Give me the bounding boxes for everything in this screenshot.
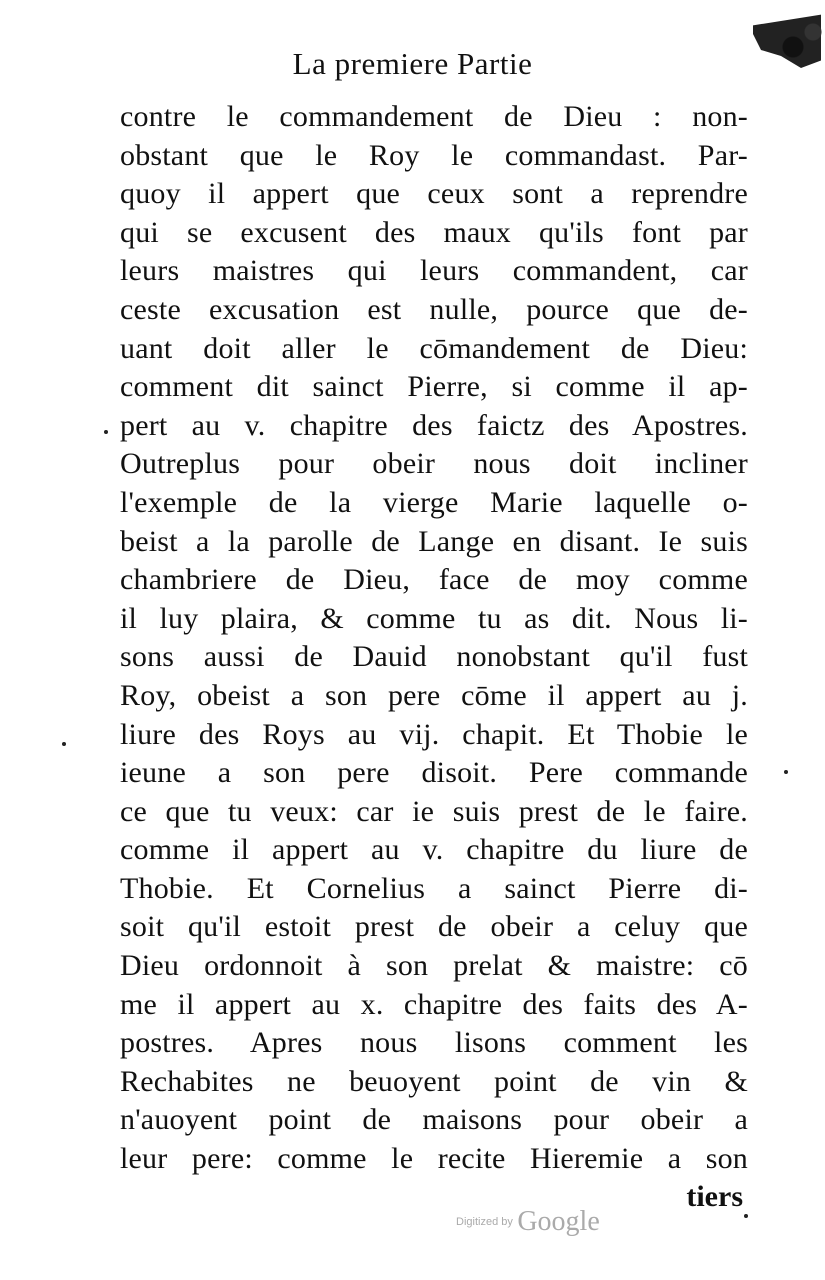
text-line: comme il appert au v. chapitre du liure de (120, 833, 748, 867)
text-line: Outreplus pour obeir nous doit incliner (120, 447, 748, 481)
body-text (120, 98, 748, 1179)
text-line: postres. Apres nous lisons comment les (120, 1026, 748, 1060)
text-line: l'exemple de la vierge Marie laquelle o- (120, 485, 748, 519)
text-line: ieune a son pere disoit. Pere commande (120, 756, 748, 790)
text-line: n'auoyent point de maisons pour obeir a (120, 1103, 748, 1137)
ink-speck (744, 1214, 748, 1218)
text-line: leur pere: comme le recite Hieremie a son (120, 1142, 748, 1176)
text-line: Rechabites ne beuoyent point de vin & (120, 1064, 748, 1098)
text-line: me il appert au x. chapitre des faits des A- (120, 987, 748, 1021)
text-line: liure des Roys au vij. chapit. Et Thobie le (120, 717, 748, 751)
ink-speck (104, 430, 108, 434)
catchword: tiers (686, 1180, 743, 1213)
text-line: ce que tu veux: car ie suis prest de le faire. (120, 794, 748, 828)
text-line: il luy plaira, & comme tu as dit. Nous li- (120, 601, 748, 635)
text-line: chambriere de Dieu, face de moy comme (120, 563, 748, 597)
text-line: leurs maistres qui leurs commandent, car (120, 254, 748, 288)
text-line: pert au v. chapitre des faictz des Apostres. (120, 408, 748, 442)
digitized-watermark (456, 1206, 600, 1238)
ink-speck (784, 770, 788, 774)
watermark-prefix: Digitized by (456, 1216, 513, 1228)
text-line: soit qu'il estoit prest de obeir a celuy que (120, 910, 748, 944)
text-line: qui se excusent des maux qu'ils font par (120, 215, 748, 249)
text-line: Thobie. Et Cornelius a sainct Pierre di- (120, 871, 748, 905)
text-line: obstant que le Roy le commandast. Par- (120, 138, 748, 172)
text-line: contre le commandement de Dieu : non- (120, 100, 748, 133)
text-line: Roy, obeist a son pere cōme il appert au j. (120, 678, 748, 712)
text-line: quoy il appert que ceux sont a reprendre (120, 177, 748, 211)
text-line: beist a la parolle de Lange en disant. Ie suis (120, 524, 748, 558)
text-line: ceste excusation est nulle, pource que de- (120, 292, 748, 326)
text-line: Dieu ordonnoit à son prelat & maistre: cō (120, 949, 748, 983)
text-line: uant doit aller le cōmandement de Dieu: (120, 331, 748, 365)
running-head: La premiere Partie (292, 46, 533, 81)
text-line: comment dit sainct Pierre, si comme il ap- (120, 370, 748, 404)
text-line: sons aussi de Dauid nonobstant qu'il fust (120, 640, 748, 674)
ink-speck (62, 742, 66, 746)
watermark-brand: Google (517, 1206, 600, 1237)
